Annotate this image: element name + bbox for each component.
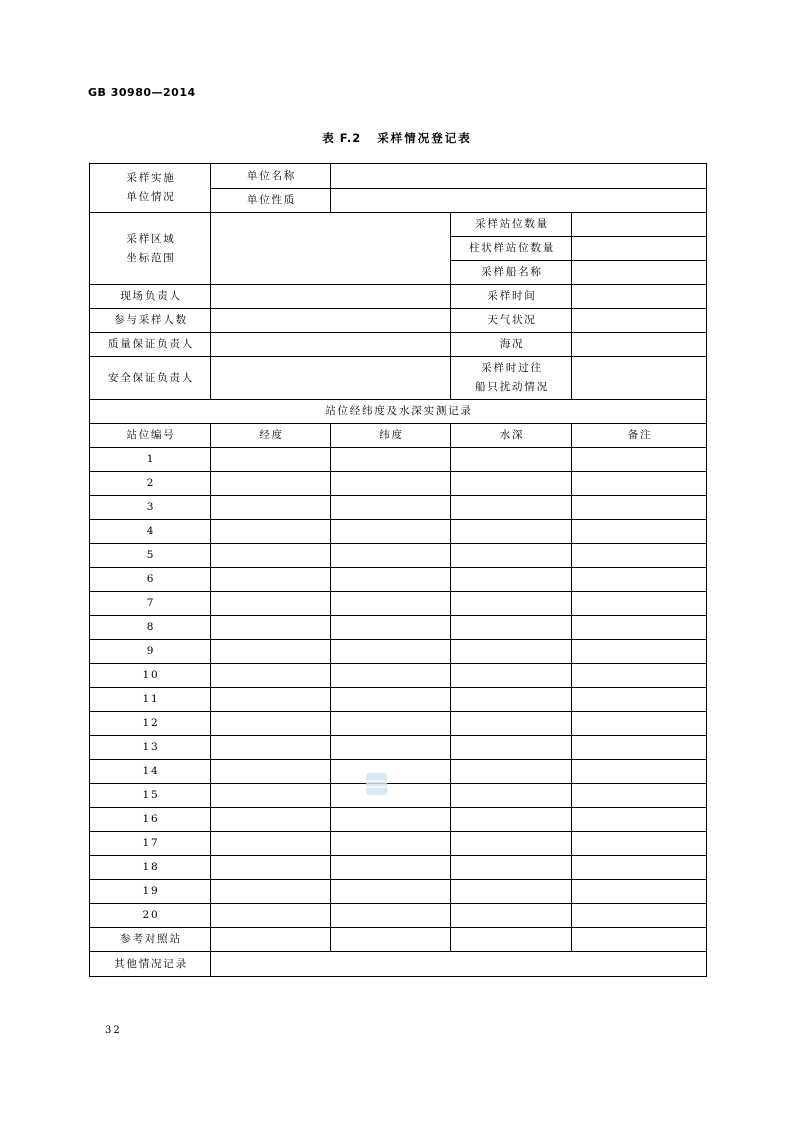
longitude-cell	[211, 904, 331, 928]
station-row	[90, 520, 707, 544]
latitude-cell	[331, 904, 451, 928]
field-leader-value	[211, 285, 451, 309]
depth-cell	[451, 640, 572, 664]
reference-longitude-cell	[211, 928, 331, 952]
field-leader-row	[90, 285, 707, 309]
longitude-cell	[211, 856, 331, 880]
remarks-cell	[572, 712, 707, 736]
table-title	[0, 130, 794, 146]
remarks-cell	[572, 688, 707, 712]
longitude-cell	[211, 448, 331, 472]
station-number-cell: 13	[90, 736, 211, 760]
latitude-cell	[331, 544, 451, 568]
station-number-cell: 14	[90, 760, 211, 784]
latitude-cell	[331, 736, 451, 760]
station-row	[90, 760, 707, 784]
depth-cell	[451, 832, 572, 856]
page-number: 32	[105, 1025, 122, 1036]
latitude-cell	[331, 688, 451, 712]
latitude-cell	[331, 808, 451, 832]
station-row	[90, 856, 707, 880]
longitude-cell	[211, 544, 331, 568]
field-leader-label: 现场负责人	[90, 285, 211, 309]
weather-label: 天气状况	[451, 309, 572, 333]
station-number-cell: 9	[90, 640, 211, 664]
depth-cell	[451, 808, 572, 832]
depth-cell	[451, 568, 572, 592]
vessel-name-label: 采样船名称	[451, 261, 572, 285]
depth-cell	[451, 736, 572, 760]
depth-cell	[451, 448, 572, 472]
other-notes-row	[90, 952, 707, 977]
station-row	[90, 640, 707, 664]
latitude-cell	[331, 496, 451, 520]
station-row	[90, 904, 707, 928]
qa-leader-row	[90, 333, 707, 357]
station-number-cell: 10	[90, 664, 211, 688]
general-info-section	[90, 164, 707, 448]
station-row	[90, 832, 707, 856]
station-number-cell: 17	[90, 832, 211, 856]
safety-leader-label: 安全保证负责人	[90, 357, 211, 400]
reference-station-label: 参考对照站	[90, 928, 211, 952]
unit-name-label: 单位名称	[211, 164, 331, 189]
station-row	[90, 808, 707, 832]
qa-leader-label: 质量保证负责人	[90, 333, 211, 357]
column-header-remarks: 备注	[572, 424, 707, 448]
latitude-cell	[331, 640, 451, 664]
depth-cell	[451, 760, 572, 784]
remarks-cell	[572, 784, 707, 808]
depth-cell	[451, 592, 572, 616]
station-count-value	[572, 213, 707, 237]
latitude-cell	[331, 784, 451, 808]
unit-info-label-line2: 单位情况	[126, 191, 176, 203]
remarks-cell	[572, 496, 707, 520]
station-number-cell: 20	[90, 904, 211, 928]
latitude-cell	[331, 760, 451, 784]
station-number-cell: 12	[90, 712, 211, 736]
reference-depth-cell	[451, 928, 572, 952]
depth-cell	[451, 544, 572, 568]
longitude-cell	[211, 712, 331, 736]
station-section-title: 站位经纬度及水深实测记录	[90, 400, 707, 424]
station-row	[90, 688, 707, 712]
station-row	[90, 568, 707, 592]
other-notes-value	[211, 952, 707, 977]
latitude-cell	[331, 448, 451, 472]
ship-disturbance-label-line1: 采样时过往	[481, 362, 543, 374]
depth-cell	[451, 664, 572, 688]
footer-section	[90, 928, 707, 977]
sampling-time-label: 采样时间	[451, 285, 572, 309]
latitude-cell	[331, 520, 451, 544]
station-number-cell: 8	[90, 616, 211, 640]
remarks-cell	[572, 592, 707, 616]
latitude-cell	[331, 616, 451, 640]
core-station-count-label: 柱状样站位数量	[451, 237, 572, 261]
sampling-record-table	[89, 163, 707, 977]
station-number-cell: 6	[90, 568, 211, 592]
station-count-label: 采样站位数量	[451, 213, 572, 237]
reference-remarks-cell	[572, 928, 707, 952]
sampling-area-label	[90, 213, 211, 285]
core-station-count-value	[572, 237, 707, 261]
station-number-cell: 18	[90, 856, 211, 880]
depth-cell	[451, 472, 572, 496]
column-header-depth: 水深	[451, 424, 572, 448]
remarks-cell	[572, 856, 707, 880]
depth-cell	[451, 616, 572, 640]
longitude-cell	[211, 616, 331, 640]
depth-cell	[451, 520, 572, 544]
station-row	[90, 448, 707, 472]
unit-name-row	[90, 164, 707, 189]
table-number: 表 F.2	[322, 131, 362, 145]
remarks-cell	[572, 448, 707, 472]
depth-cell	[451, 496, 572, 520]
remarks-cell	[572, 832, 707, 856]
safety-leader-row	[90, 357, 707, 400]
longitude-cell	[211, 880, 331, 904]
latitude-cell	[331, 712, 451, 736]
participant-count-row	[90, 309, 707, 333]
longitude-cell	[211, 688, 331, 712]
station-number-cell: 3	[90, 496, 211, 520]
station-number-cell: 7	[90, 592, 211, 616]
longitude-cell	[211, 592, 331, 616]
safety-leader-value	[211, 357, 451, 400]
latitude-cell	[331, 856, 451, 880]
standard-code: GB 30980—2014	[88, 86, 196, 99]
longitude-cell	[211, 808, 331, 832]
longitude-cell	[211, 472, 331, 496]
station-count-row	[90, 213, 707, 237]
remarks-cell	[572, 472, 707, 496]
ship-disturbance-value	[572, 357, 707, 400]
sea-state-label: 海况	[451, 333, 572, 357]
longitude-cell	[211, 520, 331, 544]
weather-value	[572, 309, 707, 333]
station-row	[90, 616, 707, 640]
ship-disturbance-label	[451, 357, 572, 400]
watermark-icon	[366, 773, 387, 795]
station-row	[90, 736, 707, 760]
station-row	[90, 880, 707, 904]
sampling-area-label-line2: 坐标范围	[126, 251, 176, 264]
participant-count-label: 参与采样人数	[90, 309, 211, 333]
remarks-cell	[572, 544, 707, 568]
station-number-cell: 19	[90, 880, 211, 904]
station-number-cell: 4	[90, 520, 211, 544]
table-name: 采样情况登记表	[377, 131, 472, 145]
station-row	[90, 544, 707, 568]
latitude-cell	[331, 472, 451, 496]
participant-count-value	[211, 309, 451, 333]
unit-info-label	[90, 164, 211, 213]
reference-latitude-cell	[331, 928, 451, 952]
remarks-cell	[572, 904, 707, 928]
remarks-cell	[572, 640, 707, 664]
station-row	[90, 664, 707, 688]
sampling-time-value	[572, 285, 707, 309]
sea-state-value	[572, 333, 707, 357]
depth-cell	[451, 856, 572, 880]
column-header-latitude: 纬度	[331, 424, 451, 448]
depth-cell	[451, 880, 572, 904]
station-section-title-row	[90, 400, 707, 424]
vessel-name-value	[572, 261, 707, 285]
remarks-cell	[572, 880, 707, 904]
station-rows	[90, 448, 707, 928]
station-row	[90, 592, 707, 616]
station-number-cell: 11	[90, 688, 211, 712]
station-number-cell: 1	[90, 448, 211, 472]
station-row	[90, 712, 707, 736]
unit-name-value	[331, 164, 707, 189]
latitude-cell	[331, 568, 451, 592]
unit-nature-value	[331, 189, 707, 213]
longitude-cell	[211, 784, 331, 808]
remarks-cell	[572, 568, 707, 592]
station-number-cell: 16	[90, 808, 211, 832]
station-row	[90, 496, 707, 520]
column-header-longitude: 经度	[211, 424, 331, 448]
remarks-cell	[572, 520, 707, 544]
latitude-cell	[331, 832, 451, 856]
depth-cell	[451, 784, 572, 808]
station-number-cell: 15	[90, 784, 211, 808]
longitude-cell	[211, 664, 331, 688]
longitude-cell	[211, 496, 331, 520]
other-notes-label: 其他情况记录	[90, 952, 211, 977]
longitude-cell	[211, 832, 331, 856]
remarks-cell	[572, 736, 707, 760]
depth-cell	[451, 904, 572, 928]
longitude-cell	[211, 760, 331, 784]
remarks-cell	[572, 664, 707, 688]
depth-cell	[451, 712, 572, 736]
station-header-row	[90, 424, 707, 448]
ship-disturbance-label-line2: 船只扰动情况	[475, 381, 549, 393]
station-number-cell: 2	[90, 472, 211, 496]
unit-info-label-line1: 采样实施	[126, 172, 176, 184]
longitude-cell	[211, 640, 331, 664]
station-number-cell: 5	[90, 544, 211, 568]
sampling-area-label-line1: 采样区域	[126, 232, 176, 245]
station-row	[90, 472, 707, 496]
latitude-cell	[331, 664, 451, 688]
reference-station-row	[90, 928, 707, 952]
column-header-station-number: 站位编号	[90, 424, 211, 448]
depth-cell	[451, 688, 572, 712]
station-row	[90, 784, 707, 808]
longitude-cell	[211, 568, 331, 592]
unit-nature-label: 单位性质	[211, 189, 331, 213]
remarks-cell	[572, 808, 707, 832]
latitude-cell	[331, 592, 451, 616]
latitude-cell	[331, 880, 451, 904]
remarks-cell	[572, 616, 707, 640]
longitude-cell	[211, 736, 331, 760]
remarks-cell	[572, 760, 707, 784]
coordinate-range-value	[211, 213, 451, 285]
qa-leader-value	[211, 333, 451, 357]
